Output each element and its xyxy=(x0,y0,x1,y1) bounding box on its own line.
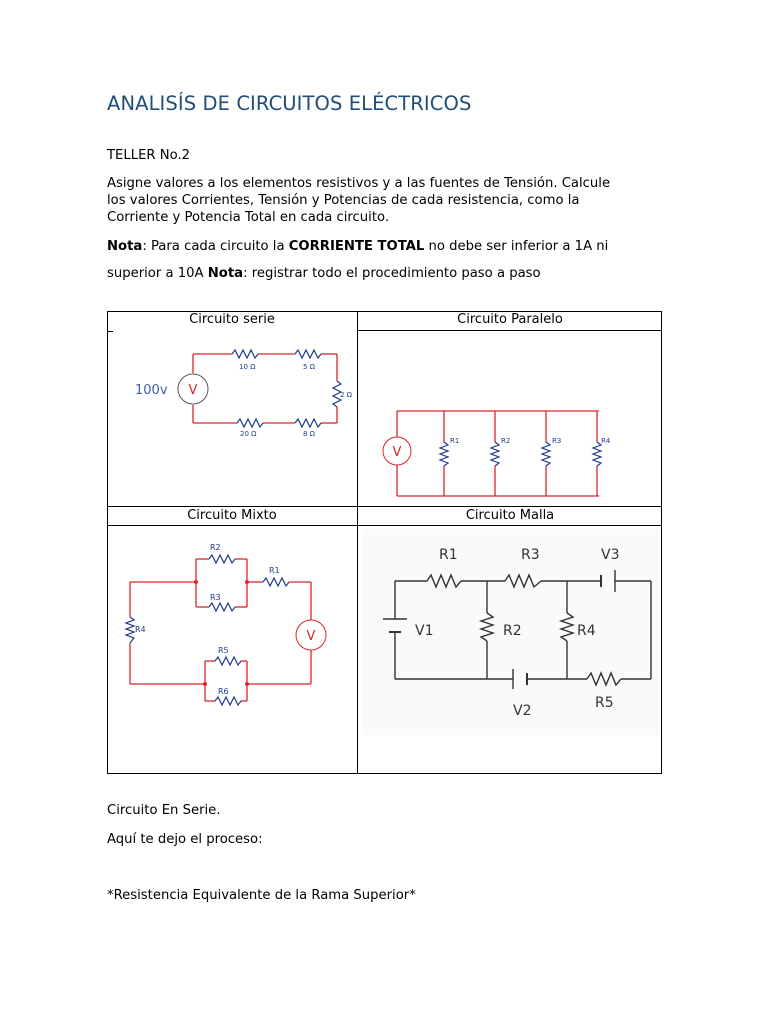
note-text-a: : Para cada circuito la xyxy=(142,239,289,254)
mixto-diagram xyxy=(119,539,349,709)
paralelo-meter-label: V xyxy=(392,445,402,460)
serie-source-label: 100v xyxy=(135,383,168,398)
serie-meter-label: V xyxy=(188,383,198,398)
paralelo-r1: R1 xyxy=(450,437,460,445)
paralelo-r3: R3 xyxy=(552,437,562,445)
mixto-r5: R5 xyxy=(218,646,229,655)
note2-text-a: superior a 10A xyxy=(107,266,208,281)
serie-r-bot2: 8 Ω xyxy=(303,430,316,438)
serie-r-top2: 5 Ω xyxy=(303,363,316,371)
malla-r1: R1 xyxy=(439,547,458,563)
page-title: ANALISÍS DE CIRCUITOS ELÉCTRICOS xyxy=(107,92,472,115)
header-circuito-serie: Circuito serie xyxy=(189,312,275,327)
malla-v1: V1 xyxy=(415,623,434,639)
malla-v2: V2 xyxy=(513,703,532,719)
mixto-r6: R6 xyxy=(218,687,229,696)
mixto-r1: R1 xyxy=(269,566,280,575)
malla-v3: V3 xyxy=(601,547,620,563)
after-line-3: *Resistencia Equivalente de la Rama Superior* xyxy=(107,888,416,903)
serie-r-bot1: 20 Ω xyxy=(240,430,257,438)
instructions-line-3: Corriente y Potencia Total en cada circuito. xyxy=(107,210,390,225)
malla-r4: R4 xyxy=(577,623,596,639)
malla-r3: R3 xyxy=(521,547,540,563)
circuits-table xyxy=(107,311,662,774)
subtitle: TELLER No.2 xyxy=(107,148,191,163)
header-circuito-mixto: Circuito Mixto xyxy=(187,508,277,523)
after-line-2: Aquí te dejo el proceso: xyxy=(107,832,263,847)
paralelo-r2: R2 xyxy=(501,437,511,445)
table-border-left xyxy=(107,311,108,774)
table-divider-vertical xyxy=(357,311,358,774)
note-bold: CORRIENTE TOTAL xyxy=(288,239,425,254)
table-tick xyxy=(108,331,113,332)
paralelo-diagram xyxy=(373,406,611,506)
paralelo-r4: R4 xyxy=(601,437,611,445)
table-border-bottom xyxy=(107,773,662,774)
serie-r-top1: 10 Ω xyxy=(239,363,256,371)
note2-label: Nota xyxy=(207,266,244,281)
mixto-r2: R2 xyxy=(210,543,221,552)
serie-r-right: 2 Ω xyxy=(340,391,353,399)
after-line-1: Circuito En Serie. xyxy=(107,803,221,818)
mixto-r3: R3 xyxy=(210,593,221,602)
instructions-line-2: los valores Corrientes, Tensión y Potencias de cada resistencia, como la xyxy=(107,193,580,208)
serie-diagram xyxy=(127,339,357,439)
header-circuito-paralelo: Circuito Paralelo xyxy=(457,312,563,327)
mixto-meter-label: V xyxy=(306,629,316,644)
table-header-rule-1 xyxy=(357,330,662,331)
header-circuito-malla: Circuito Malla xyxy=(465,508,555,523)
note2-text-b: : registrar todo el procedimiento paso a paso xyxy=(243,266,541,281)
note-label: Nota xyxy=(107,239,143,254)
mixto-r4: R4 xyxy=(135,625,146,634)
malla-r5: R5 xyxy=(595,695,614,711)
table-border-right xyxy=(661,311,662,774)
note-line-2 xyxy=(107,265,541,282)
note-line-1 xyxy=(107,238,608,255)
malla-diagram xyxy=(363,529,659,735)
malla-r2: R2 xyxy=(503,623,522,639)
instructions-line-1: Asigne valores a los elementos resistivos y a las fuentes de Tensión. Calcule xyxy=(107,176,611,191)
note-text-b: no debe ser inferior a 1A ni xyxy=(424,239,609,254)
